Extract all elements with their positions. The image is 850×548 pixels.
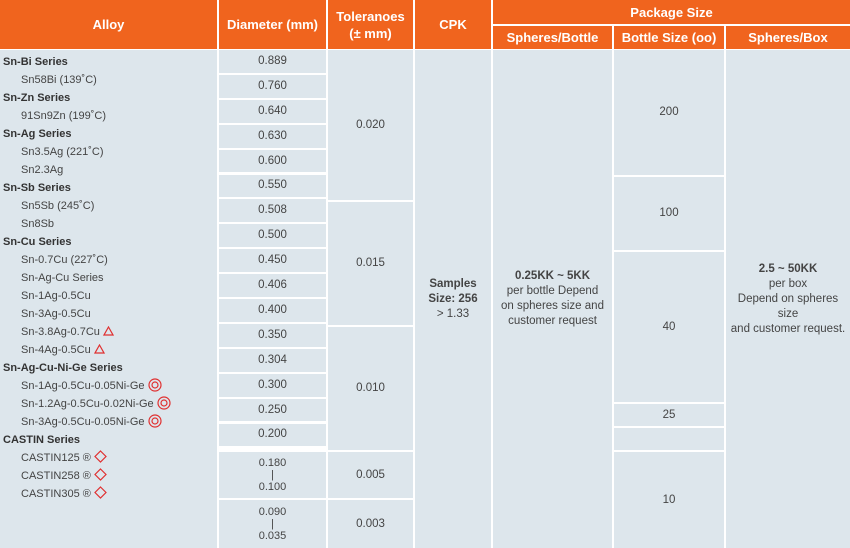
alloy-label: Sn-Bi Series <box>3 56 68 68</box>
diameter-range-2 <box>219 500 326 548</box>
bottle-size-cell: 25 <box>614 404 724 426</box>
bottle-size-cell: 40 <box>614 252 724 402</box>
alloy-item <box>21 161 63 179</box>
double-circle-icon <box>157 396 171 413</box>
spheres-box-line4: and customer request. <box>730 322 846 335</box>
cpk-cell <box>415 50 491 548</box>
diameter-cell: 0.550 <box>219 175 326 198</box>
header-bottle-size: Bottle Size (oo) <box>614 26 724 49</box>
header-tolerances-line1: Toleranoes <box>336 8 405 24</box>
diameter-cell: 0.889 <box>219 50 326 73</box>
header-tolerances-line2: (± mm) <box>349 25 392 41</box>
alloy-label: Sn-Ag-Cu Series <box>21 272 104 284</box>
cpk-line1: Samples <box>429 277 477 290</box>
alloy-item <box>21 485 107 503</box>
bottle-size-cell-empty <box>614 428 724 450</box>
header-package-size: Package Size <box>493 0 850 24</box>
spheres-bottle-line3: on spheres size and <box>501 300 604 312</box>
diameter-cell: 0.406 <box>219 274 326 297</box>
alloy-label: CASTIN305 ® <box>21 488 91 500</box>
alloy-item <box>21 269 104 287</box>
alloy-item <box>21 107 106 125</box>
alloy-series-heading <box>3 89 70 107</box>
alloy-label: Sn8Sb <box>21 218 55 230</box>
header-alloy: Alloy <box>0 0 217 49</box>
diamond-icon <box>94 468 107 484</box>
spheres-bottle-line4: customer request <box>508 315 597 327</box>
tolerance-cell: 0.003 <box>328 500 413 548</box>
diameter-cell: 0.200 <box>219 424 326 447</box>
bottle-size-cell: 200 <box>614 50 724 175</box>
tolerance-cell: 0.020 <box>328 50 413 200</box>
spheres-box-cell <box>726 50 850 548</box>
spheres-bottle-line1: 0.25KK ~ 5KK <box>514 270 591 282</box>
alloy-label: Sn-Cu Series <box>3 236 72 248</box>
diameter-range-1-sep: | <box>271 469 274 481</box>
alloy-label: Sn-1Ag-0.5Cu <box>21 290 91 302</box>
diamond-icon <box>94 486 107 502</box>
alloy-label: Sn-Sb Series <box>3 182 71 194</box>
header-spheres-bottle: Spheres/Bottle <box>493 26 612 49</box>
spheres-bottle-line2: per bottle Depend <box>506 285 599 297</box>
alloy-label: Sn-1Ag-0.5Cu-0.05Ni-Ge <box>21 380 145 392</box>
double-circle-icon <box>148 414 162 431</box>
tolerance-cell: 0.010 <box>328 327 413 450</box>
alloy-series-heading <box>3 233 71 251</box>
alloy-item <box>21 377 162 395</box>
diameter-cell: 0.600 <box>219 150 326 173</box>
tolerance-cell: 0.005 <box>328 452 413 498</box>
diameter-range-2-top: 0.090 <box>258 506 287 518</box>
alloy-column <box>0 50 217 548</box>
alloy-label: Sn-4Ag-0.5Cu <box>21 344 91 356</box>
alloy-label: CASTIN125 ® <box>21 452 91 464</box>
alloy-label: 91Sn9Zn (199˚C) <box>21 110 106 122</box>
diameter-cell: 0.508 <box>219 199 326 222</box>
alloy-label: Sn3.5Ag (221˚C) <box>21 146 104 158</box>
diameter-cell: 0.500 <box>219 224 326 247</box>
alloy-label: Sn2.3Ag <box>21 164 64 176</box>
header-tolerances <box>328 0 413 49</box>
alloy-series-heading <box>3 125 71 143</box>
alloy-label: Sn-Ag-Cu-Ni-Ge Series <box>3 362 123 374</box>
alloy-label: Sn5Sb (245˚C) <box>21 200 95 212</box>
triangle-icon <box>103 326 114 339</box>
alloy-item <box>21 449 107 467</box>
alloy-label: Sn-3Ag-0.5Cu-0.05Ni-Ge <box>21 416 145 428</box>
diameter-cell: 0.300 <box>219 374 326 397</box>
diameter-cell: 0.450 <box>219 249 326 272</box>
alloy-item <box>21 215 54 233</box>
triangle-icon <box>94 344 105 357</box>
double-circle-icon <box>148 378 162 395</box>
alloy-item <box>21 143 104 161</box>
diameter-range-1-bottom: 0.100 <box>258 481 287 493</box>
diameter-cell: 0.304 <box>219 349 326 372</box>
header-cpk: CPK <box>415 0 491 49</box>
bottle-size-cell: 100 <box>614 177 724 250</box>
alloy-label: Sn-3Ag-0.5Cu <box>21 308 91 320</box>
cpk-line3: > 1.33 <box>436 307 470 320</box>
alloy-label: Sn-1.2Ag-0.5Cu-0.02Ni-Ge <box>21 398 154 410</box>
diameter-cell: 0.760 <box>219 75 326 98</box>
diameter-range-1 <box>219 452 326 498</box>
alloy-label: CASTIN258 ® <box>21 470 91 482</box>
alloy-series-heading <box>3 179 71 197</box>
spheres-bottle-cell <box>493 50 612 548</box>
alloy-item <box>21 251 108 269</box>
alloy-label: Sn58Bi (139˚C) <box>21 74 97 86</box>
header-spheres-box: Spheres/Box <box>726 26 850 49</box>
alloy-item <box>21 71 97 89</box>
alloy-label: Sn-Zn Series <box>3 92 71 104</box>
diameter-cell: 0.250 <box>219 399 326 422</box>
diameter-cell: 0.640 <box>219 100 326 123</box>
header-diameter: Diameter (mm) <box>219 0 326 49</box>
alloy-series-heading <box>3 359 123 377</box>
alloy-item <box>21 323 114 341</box>
diameter-cell: 0.400 <box>219 299 326 322</box>
diameter-range-2-sep: | <box>271 518 274 530</box>
diameter-cell: 0.350 <box>219 324 326 347</box>
alloy-label: Sn-0.7Cu (227˚C) <box>21 254 108 266</box>
spheres-box-line3: Depend on spheres size <box>737 292 839 320</box>
alloy-label: CASTIN Series <box>3 434 81 446</box>
spheres-box-line2: per box <box>768 277 808 290</box>
alloy-item <box>21 395 171 413</box>
diameter-range-2-bottom: 0.035 <box>258 530 287 542</box>
alloy-item <box>21 467 107 485</box>
cpk-line2: Size: 256 <box>428 292 478 305</box>
alloy-series-heading <box>3 431 80 449</box>
tolerance-cell: 0.015 <box>328 202 413 325</box>
alloy-item <box>21 413 162 431</box>
alloy-label: Sn-3.8Ag-0.7Cu <box>21 326 100 338</box>
alloy-label: Sn-Ag Series <box>3 128 72 140</box>
diameter-range-1-top: 0.180 <box>258 457 287 469</box>
alloy-item <box>21 341 105 359</box>
alloy-item <box>21 287 91 305</box>
alloy-series-heading <box>3 53 68 71</box>
alloy-item <box>21 305 91 323</box>
alloy-item <box>21 197 94 215</box>
bottle-size-cell: 10 <box>614 452 724 548</box>
spheres-box-line1: 2.5 ~ 50KK <box>758 262 818 275</box>
diamond-icon <box>94 450 107 466</box>
diameter-cell: 0.630 <box>219 125 326 148</box>
